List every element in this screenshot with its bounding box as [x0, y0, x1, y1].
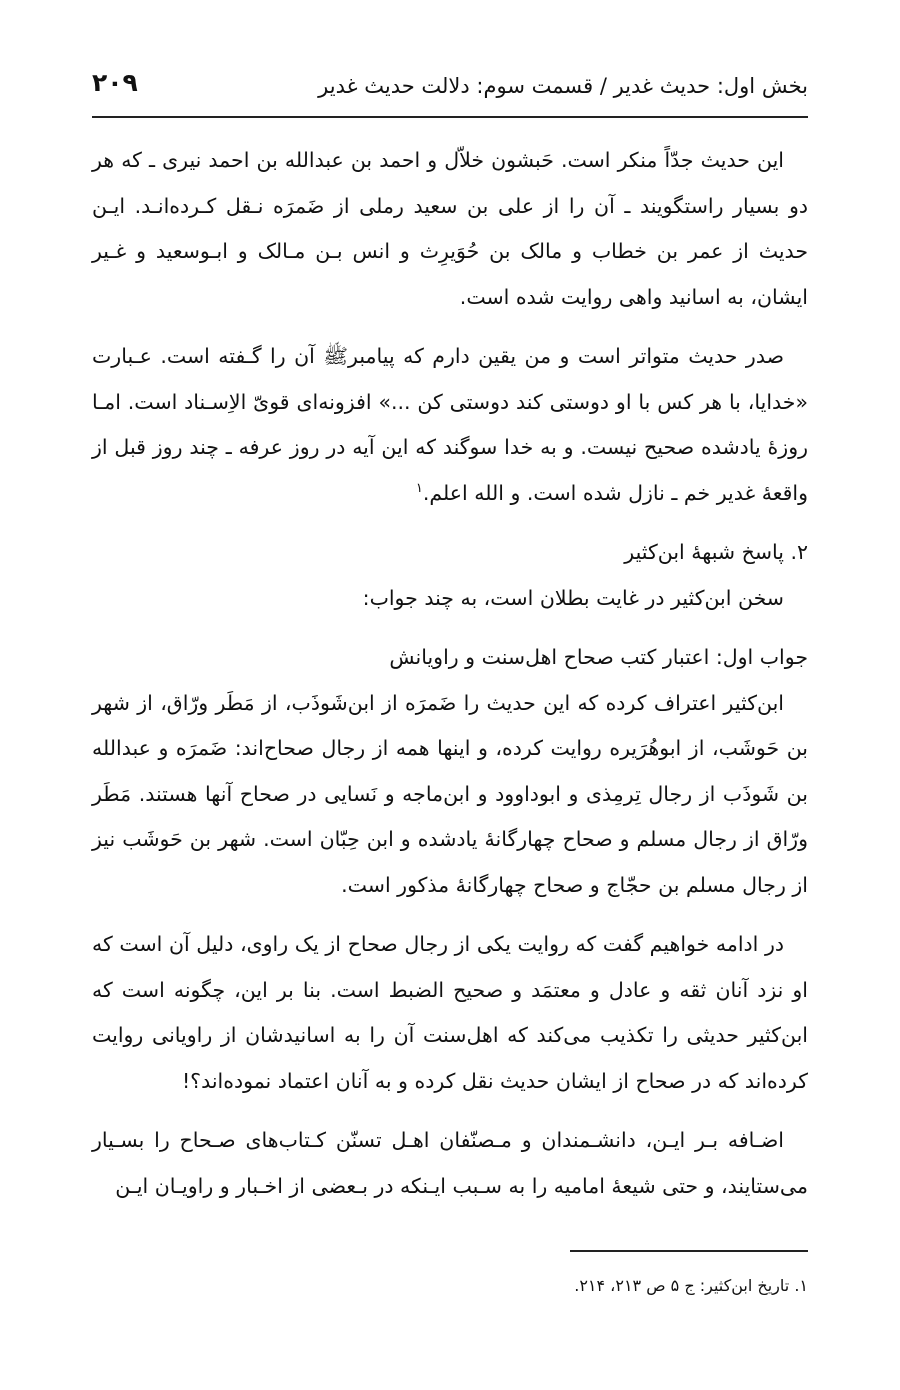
footnote-marker: ۱: [415, 480, 423, 496]
page-number: ۲۰۹: [92, 68, 138, 97]
paragraph-6: اضـافه بـر ایـن، دانشـمندان و مـصنّفان اهـل تسنّن کـتاب‌های صـحاح را بسـیار می‌ستایند، و حتی شیعهٔ امامیه را به سـبب ایـنکه در بـعضی از اخـبار و راویـان ایـن: [92, 1128, 808, 1198]
paragraph-4: ابن‌کثیر اعتراف کرده که این حدیث را ضَمرَه از ابن‌شَوذَب، از مَطَر ورّاق، از شهر بن حَوشَب، از ابوهُرَیره روایت کرده، و اینها همه از رجال صحاح‌اند: ضَمرَه و عبدالله بن شَوذَب از رجال تِرمِذی و ابوداوود و ابن‌ماجه و نَسایی در صحاح آنها هستند. مَطَر ورّاق از رجال مسلم و صحاح چهارگانهٔ یادشده و ابن حِبّان است. شهر بن حَوشَب نیز از رجال مسلم بن حجّاج و صحاح چهارگانهٔ مذکور است.: [92, 690, 808, 897]
page-body: [92, 138, 808, 1209]
paragraph-2: [92, 334, 808, 516]
paragraph-5: در ادامه خواهیم گفت که روایت یکی از رجال صحاح از یک راوی، دلیل آن است که او نزد آنان ثقه و عادل و معتمَد و صحیح الضبط است. بنا بر این، چگونه است که ابن‌کثیر حدیثی را تکذیب می‌کند که اهل‌سنت آن را به اسانیدشان از راویانی روایت کرده‌اند که در صحاح از ایشان حدیث نقل کرده و به آنان اعتماد نموده‌اند؟!: [92, 932, 808, 1093]
subsection-heading: جواب اول: اعتبار کتب صحاح اهل‌سنت و راویانش: [389, 645, 808, 669]
footnote-divider: [570, 1250, 808, 1252]
header-divider: [92, 116, 808, 118]
footnote: ۱. تاریخ ابن‌کثیر: ج ۵ ص ۲۱۳، ۲۱۴.: [574, 1276, 808, 1295]
running-title: بخش اول: حدیث غدیر / قسمت سوم: دلالت حدیث غدیر: [318, 74, 808, 98]
paragraph-2-text: صدر حدیث متواتر است و من یقین دارم که پیامبرﷺ آن را گـفته است. عـبارت «خدایا، با هر کس با او دوستی کند دوستی کن ...» افزونه‌ای قویّ الاِسـناد است. امـا روزهٔ یادشده صحیح نیست. و به خدا سوگند که این آیه در روز عرفه ـ چند روز قبل از واقعهٔ غدیر خم ـ نازل شده است. و الله اعلم.: [92, 344, 808, 505]
paragraph-3: سخن ابن‌کثیر در غایت بطلان است، به چند جواب:: [362, 585, 784, 610]
page-header: [92, 62, 808, 118]
section-heading: ۲. پاسخ شبههٔ ابن‌کثیر: [624, 540, 808, 564]
paragraph-1: این حدیث جدّاً منکر است. حَبشون خلاّل و احمد بن عبدالله بن احمد نیری ـ که هر دو بسیار راستگویند ـ آن را از علی بن سعید رملی از ضَمرَه نـقل کـرده‌انـد. ایـن حدیث از عمر بن خطاب و مالک بن حُوَیرِث و انس بـن مـالک و ابـوسعید و غـیر ایشان، به اسانید واهی روایت شده است.: [92, 148, 808, 309]
